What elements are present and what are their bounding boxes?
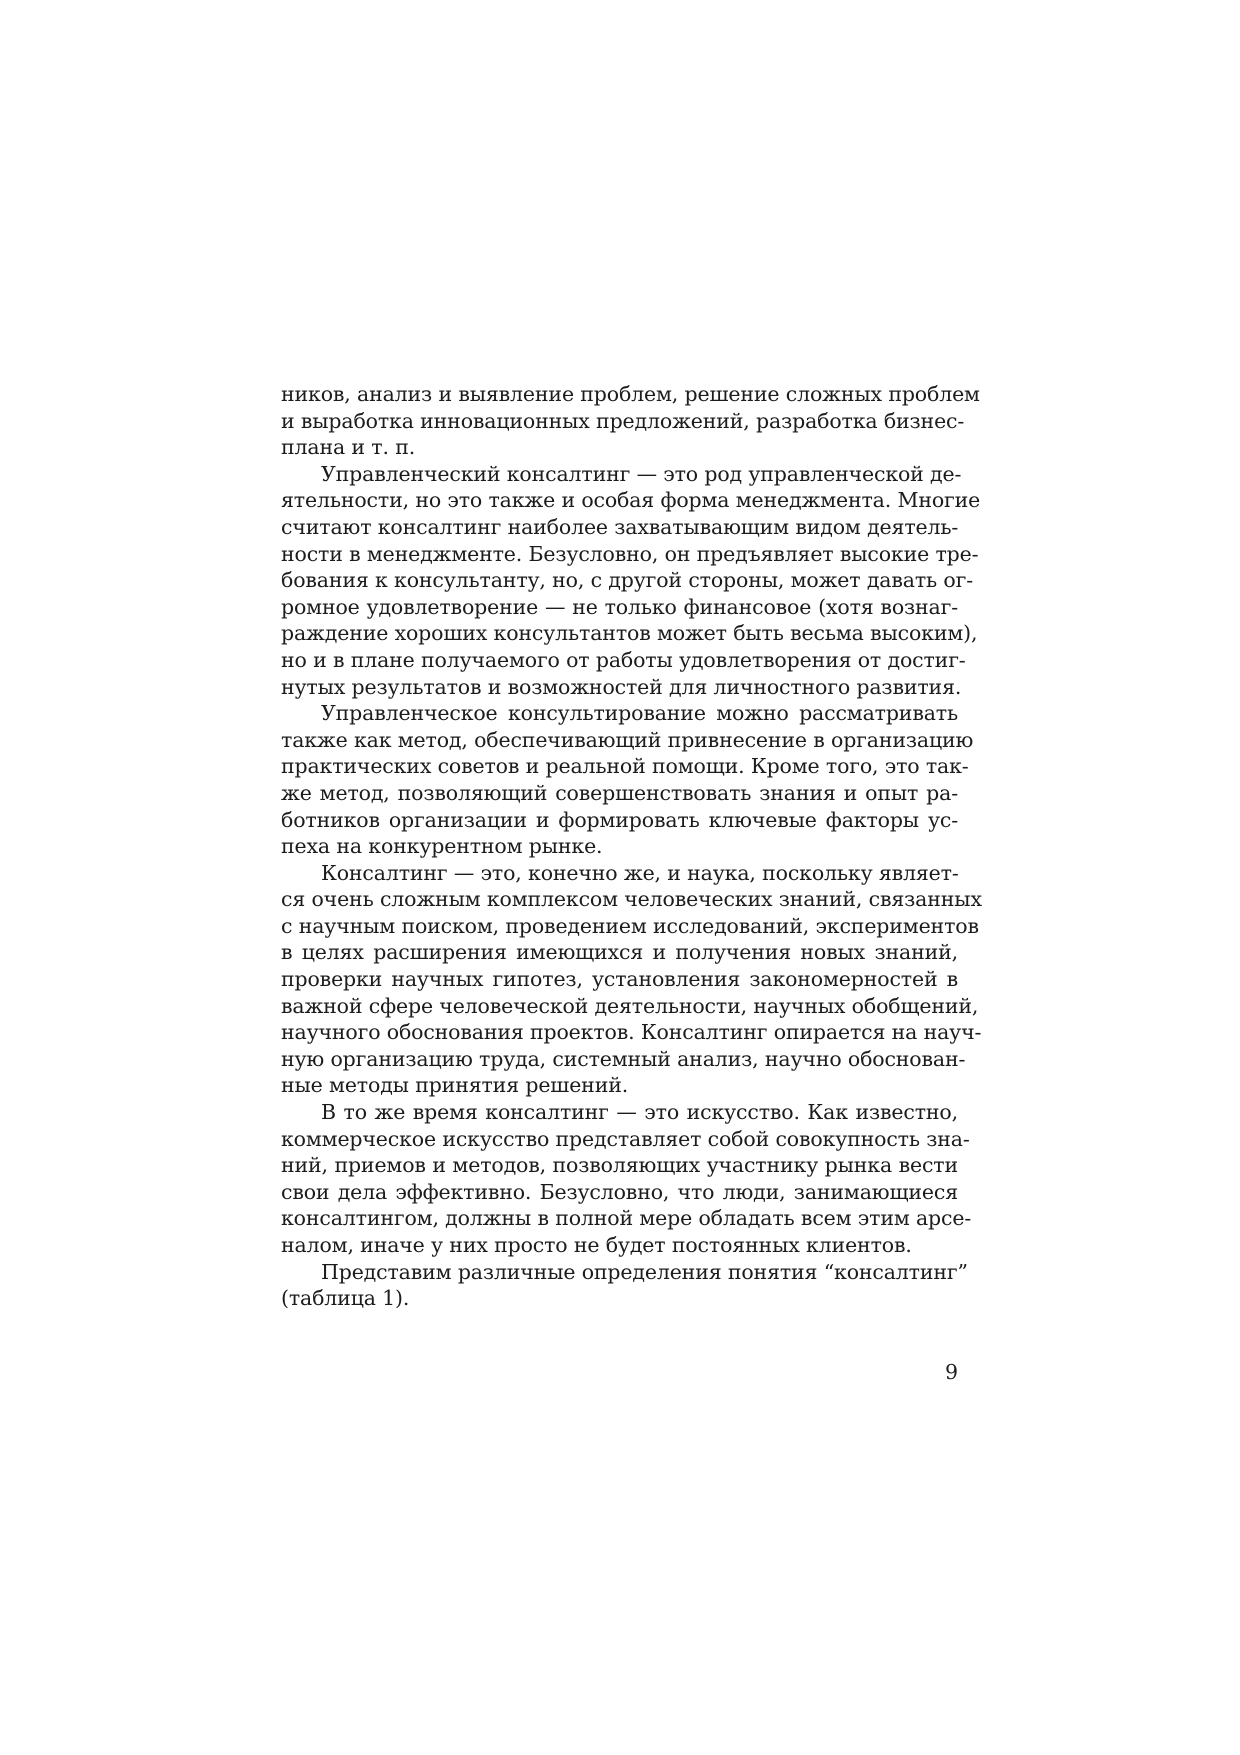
text-line: научного обоснования проектов. Консалтинг опирается на науч-: [281, 1020, 982, 1045]
text-line: ную организацию труда, системный анализ, научно обоснован-: [281, 1046, 966, 1071]
text-line: ятельности, но это также и особая форма менеджмента. Многие: [281, 488, 981, 513]
text-line: ные методы принятия решений.: [281, 1073, 629, 1098]
text-line: в целях расширения имеющихся и получения новых знаний,: [281, 940, 958, 965]
text-line: нутых результатов и возможностей для личностного развития.: [281, 674, 962, 699]
text-line: ромное удовлетворение — не только финансовое (хотя вознаг-: [281, 594, 958, 619]
text-line: раждение хороших консультантов может быть весьма высоким),: [281, 621, 978, 646]
text-line: консалтингом, должны в полной мере обладать всем этим арсе-: [281, 1206, 972, 1231]
text-line: считают консалтинг наиболее захватывающим видом деятель-: [281, 514, 959, 539]
text-line: но и в плане получаемого от работы удовлетворения от достиг-: [281, 647, 966, 672]
paragraph-4: [281, 860, 982, 1099]
text-line: ся очень сложным комплексом человеческих знаний, связанных: [281, 887, 982, 912]
text-line: Управленческое консультирование можно рассматривать: [321, 701, 958, 726]
page-number: 9: [944, 1360, 958, 1384]
text-line: практических советов и реальной помощи. Кроме того, это так-: [281, 754, 969, 779]
paragraph-1: [281, 381, 980, 461]
text-line: Консалтинг — это, конечно же, и наука, поскольку являет-: [321, 860, 959, 885]
text-line: пеха на конкурентном рынке.: [281, 834, 603, 859]
text-line: (таблица 1).: [281, 1286, 410, 1311]
text-line: коммерческое искусство представляет собой совокупность зна-: [281, 1126, 970, 1151]
text-line: В то же время консалтинг — это искусство. Как известно,: [321, 1100, 958, 1125]
text-line: ности в менеджменте. Безусловно, он предъявляет высокие тре-: [281, 541, 979, 566]
text-line: свои дела эффективно. Безусловно, что люди, занимающиеся: [281, 1179, 958, 1204]
text-line: налом, иначе у них просто не будет постоянных клиентов.: [281, 1233, 912, 1257]
text-line: же метод, позволяющий совершенствовать знания и опыт ра-: [281, 780, 958, 805]
paragraph-3: [281, 700, 974, 860]
paragraph-6: [281, 1259, 968, 1312]
text-line: Представим различные определения понятия “консалтинг”: [321, 1259, 968, 1284]
text-line: ний, приемов и методов, позволяющих участнику рынка вести: [281, 1153, 958, 1178]
body-text: [281, 381, 982, 1312]
text-line: ников, анализ и выявление проблем, решение сложных проблем: [281, 382, 980, 406]
paragraph-5: [281, 1099, 972, 1259]
text-line: важной сфере человеческой деятельности, научных обобщений,: [281, 993, 979, 1018]
text-line: проверки научных гипотез, установления закономерностей в: [281, 967, 958, 992]
paragraph-2: [281, 461, 981, 700]
text-line: Управленческий консалтинг — это род управленческой де-: [321, 461, 962, 486]
text-line: также как метод, обеспечивающий привнесение в организацию: [281, 727, 974, 752]
text-line: и выработка инновационных предложений, разработка бизнес-: [281, 408, 965, 433]
text-line: бования к консультанту, но, с другой стороны, может давать ог-: [281, 568, 973, 593]
text-line: плана и т. п.: [281, 435, 416, 460]
text-line: с научным поиском, проведением исследований, экспериментов: [281, 913, 979, 938]
text-line: ботников организации и формировать ключевые факторы ус-: [281, 807, 958, 832]
